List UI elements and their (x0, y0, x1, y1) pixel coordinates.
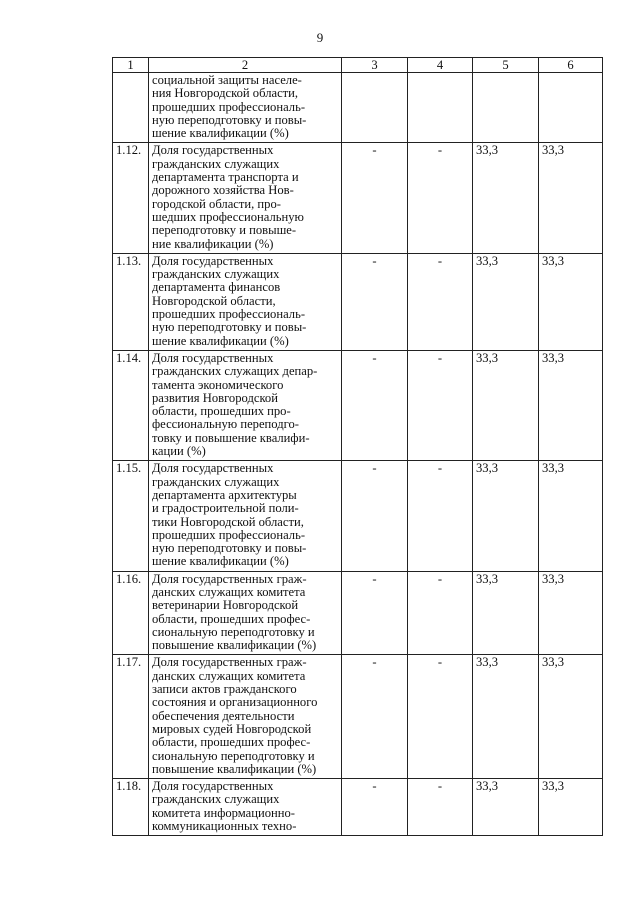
indicator-description-cell: Доля государственных граж- данских служащих комитета ветеринарии Новгородской области, прошедших профес- сиональную переподготовку и повышение квалификации (%) (149, 571, 342, 655)
page-number: 9 (316, 30, 324, 45)
row-number-cell: 1.14. (113, 350, 149, 460)
column-4-cell: - (408, 571, 473, 655)
table-row (113, 655, 603, 779)
table-row (113, 253, 603, 350)
column-6-value-cell: 33,3 (539, 571, 603, 655)
header-row (113, 58, 603, 73)
column-6-value-cell: 33,3 (539, 655, 603, 779)
table-row (113, 779, 603, 836)
column-5-value-cell: 33,3 (473, 350, 539, 460)
row-number-cell (113, 73, 149, 143)
row-number-cell: 1.16. (113, 571, 149, 655)
column-3-cell: - (342, 779, 408, 836)
indicator-description-cell: Доля государственных гражданских служащих депар- тамента экономического развития Новгородской области, прошедших про- фессиональную переподго- товку и повышение квалифи- кации (%) (149, 350, 342, 460)
column-4-cell: - (408, 143, 473, 253)
column-4-cell: - (408, 253, 473, 350)
indicator-description-cell: Доля государственных граж- данских служащих комитета записи актов гражданского состояния и организационного обеспечения деятельности мировых судей Новгородской области, прошедших профес- сиональную переподготовку и повышение квалификации (%) (149, 655, 342, 779)
column-5-value-cell: 33,3 (473, 779, 539, 836)
row-number-cell: 1.12. (113, 143, 149, 253)
column-3-cell: - (342, 350, 408, 460)
column-3-cell: - (342, 253, 408, 350)
row-number-cell: 1.13. (113, 253, 149, 350)
header-cell: 3 (342, 58, 408, 73)
table-row (113, 350, 603, 460)
table-row (113, 461, 603, 571)
column-4-cell: - (408, 350, 473, 460)
row-number-cell: 1.17. (113, 655, 149, 779)
row-number-cell: 1.15. (113, 461, 149, 571)
column-4-cell: - (408, 655, 473, 779)
column-6-value-cell: 33,3 (539, 779, 603, 836)
header-cell: 4 (408, 58, 473, 73)
column-5-value-cell: 33,3 (473, 143, 539, 253)
column-3-cell: - (342, 571, 408, 655)
table-row (113, 143, 603, 253)
indicator-description-cell: социальной защиты населе- ния Новгородской области, прошедших профессиональ- ную переподготовку и повы- шение квалификации (%) (149, 73, 342, 143)
column-6-value-cell: 33,3 (539, 461, 603, 571)
indicators-table (112, 57, 603, 836)
column-6-value-cell: 33,3 (539, 253, 603, 350)
table-row (113, 571, 603, 655)
column-6-value-cell: 33,3 (539, 143, 603, 253)
column-5-value-cell: 33,3 (473, 571, 539, 655)
column-5-value-cell: 33,3 (473, 461, 539, 571)
header-cell: 2 (149, 58, 342, 73)
column-4-cell: - (408, 779, 473, 836)
indicator-description-cell: Доля государственных гражданских служащих департамента финансов Новгородской области, прошедших профессиональ- ную переподготовку и повы- шение квалификации (%) (149, 253, 342, 350)
column-3-cell (342, 73, 408, 143)
header-cell: 6 (539, 58, 603, 73)
column-3-cell: - (342, 655, 408, 779)
row-number-cell: 1.18. (113, 779, 149, 836)
table-row (113, 73, 603, 143)
column-5-value-cell: 33,3 (473, 253, 539, 350)
header-cell: 1 (113, 58, 149, 73)
column-5-value-cell (473, 73, 539, 143)
indicator-description-cell: Доля государственных гражданских служащих департамента архитектуры и градостроительной поли- тики Новгородской области, прошедших профессиональ- ную переподготовку и повы- шение квалификации (%) (149, 461, 342, 571)
header-cell: 5 (473, 58, 539, 73)
column-4-cell: - (408, 461, 473, 571)
column-3-cell: - (342, 461, 408, 571)
column-6-value-cell (539, 73, 603, 143)
indicator-description-cell: Доля государственных гражданских служащих департамента транспорта и дорожного хозяйства Нов- городской области, про- шедших профессиональную переподготовку и повыше- ние квалификации (%) (149, 143, 342, 253)
indicator-description-cell: Доля государственных гражданских служащих комитета информационно- коммуникационных техно- (149, 779, 342, 836)
column-3-cell: - (342, 143, 408, 253)
column-4-cell (408, 73, 473, 143)
column-5-value-cell: 33,3 (473, 655, 539, 779)
column-6-value-cell: 33,3 (539, 350, 603, 460)
